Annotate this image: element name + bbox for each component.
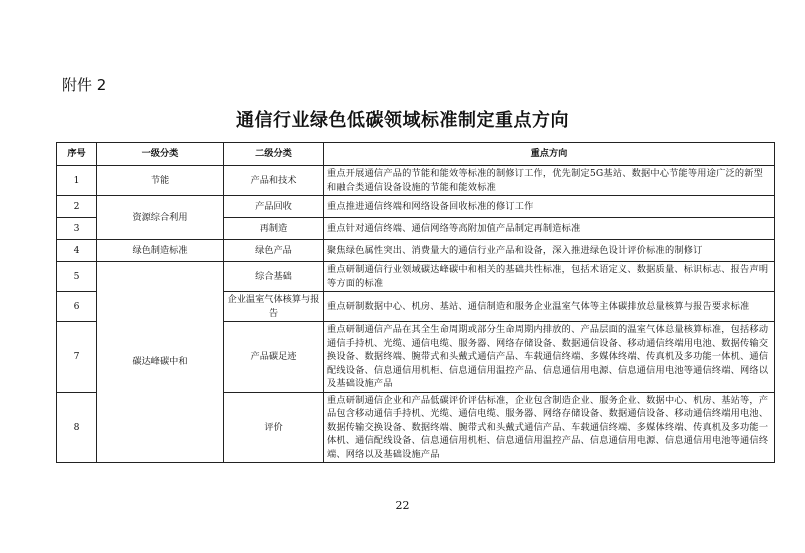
secondary-category: 评价: [224, 392, 324, 463]
focus-direction: 重点研制通信企业和产品低碳评价评估标准，企业包含制造企业、服务企业、数据中心、机房、基站等，产品包含移动通信手持机、光缆、通信电缆、服务器、网络存储设备、数据通信设备、移动通信终端用电池、数据传输交换设备、数据终端、腕带式和头戴式通信产品、车载通信终端、多媒体终端、传真机及多功能一体机、通信配线设备、信息通信用机柜、信息通信用温控产品、信息通信用电源、信息通信用电池等通信终端、网络以及基础设施产品: [324, 392, 775, 463]
focus-direction: 重点研制通信产品在其全生命周期或部分生命周期内排放的、产品层面的温室气体总量核算标准，包括移动通信手持机、光缆、通信电缆、服务器、网络存储设备、数据通信设备、移动通信终端用电池、数据传输交换设备、数据终端、腕带式和头戴式通信产品、车载通信终端、多媒体终端、传真机及多功能一体机、通信配线设备、信息通信用机柜、信息通信用温控产品、信息通信用电源、信息通信用电池等通信终端、网络以及基础设施产品: [324, 322, 775, 393]
secondary-category: 产品和技术: [224, 166, 324, 196]
attachment-label: 附件 2: [62, 76, 107, 94]
table-header-row: [57, 143, 775, 166]
secondary-category: 综合基础: [224, 262, 324, 292]
secondary-category: 产品碳足迹: [224, 322, 324, 393]
focus-direction: 重点开展通信产品的节能和能效等标准的制修订工作，优先制定5G基站、数据中心节能等用途广泛的新型和融合类通信设备设施的节能和能效标准: [324, 166, 775, 196]
row-number: 1: [57, 166, 97, 196]
secondary-category: 再制造: [224, 218, 324, 240]
primary-category: 资源综合利用: [97, 196, 224, 240]
header-cat2: 二级分类: [224, 143, 324, 166]
table-row: [57, 240, 775, 262]
header-no: 序号: [57, 143, 97, 166]
page-number: 22: [395, 499, 410, 512]
primary-category: 绿色制造标准: [97, 240, 224, 262]
row-number: 7: [57, 322, 97, 393]
row-number: 4: [57, 240, 97, 262]
focus-direction: 重点推进通信终端和网络设备回收标准的修订工作: [324, 196, 775, 218]
primary-category: 碳达峰碳中和: [97, 262, 224, 463]
table-row: [57, 262, 775, 292]
header-focus: 重点方向: [324, 143, 775, 166]
header-cat1: 一级分类: [97, 143, 224, 166]
primary-category: 节能: [97, 166, 224, 196]
row-number: 6: [57, 292, 97, 322]
focus-direction: 重点研制通信行业领域碳达峰碳中和相关的基础共性标准，包括术语定义、数据质量、标识标志、报告声明等方面的标准: [324, 262, 775, 292]
focus-direction: 重点研制数据中心、机房、基站、通信制造和服务企业温室气体等主体碳排放总量核算与报告要求标准: [324, 292, 775, 322]
standards-table: [56, 142, 775, 463]
focus-direction: 重点针对通信终端、通信网络等高附加值产品制定再制造标准: [324, 218, 775, 240]
document-title: 通信行业绿色低碳领域标准制定重点方向: [236, 110, 569, 131]
row-number: 5: [57, 262, 97, 292]
table-row: [57, 196, 775, 218]
secondary-category: 产品回收: [224, 196, 324, 218]
row-number: 8: [57, 392, 97, 463]
secondary-category: 企业温室气体核算与报告: [224, 292, 324, 322]
focus-direction: 聚焦绿色属性突出、消费量大的通信行业产品和设备，深入推进绿色设计评价标准的制修订: [324, 240, 775, 262]
row-number: 3: [57, 218, 97, 240]
table-row: [57, 166, 775, 196]
secondary-category: 绿色产品: [224, 240, 324, 262]
row-number: 2: [57, 196, 97, 218]
